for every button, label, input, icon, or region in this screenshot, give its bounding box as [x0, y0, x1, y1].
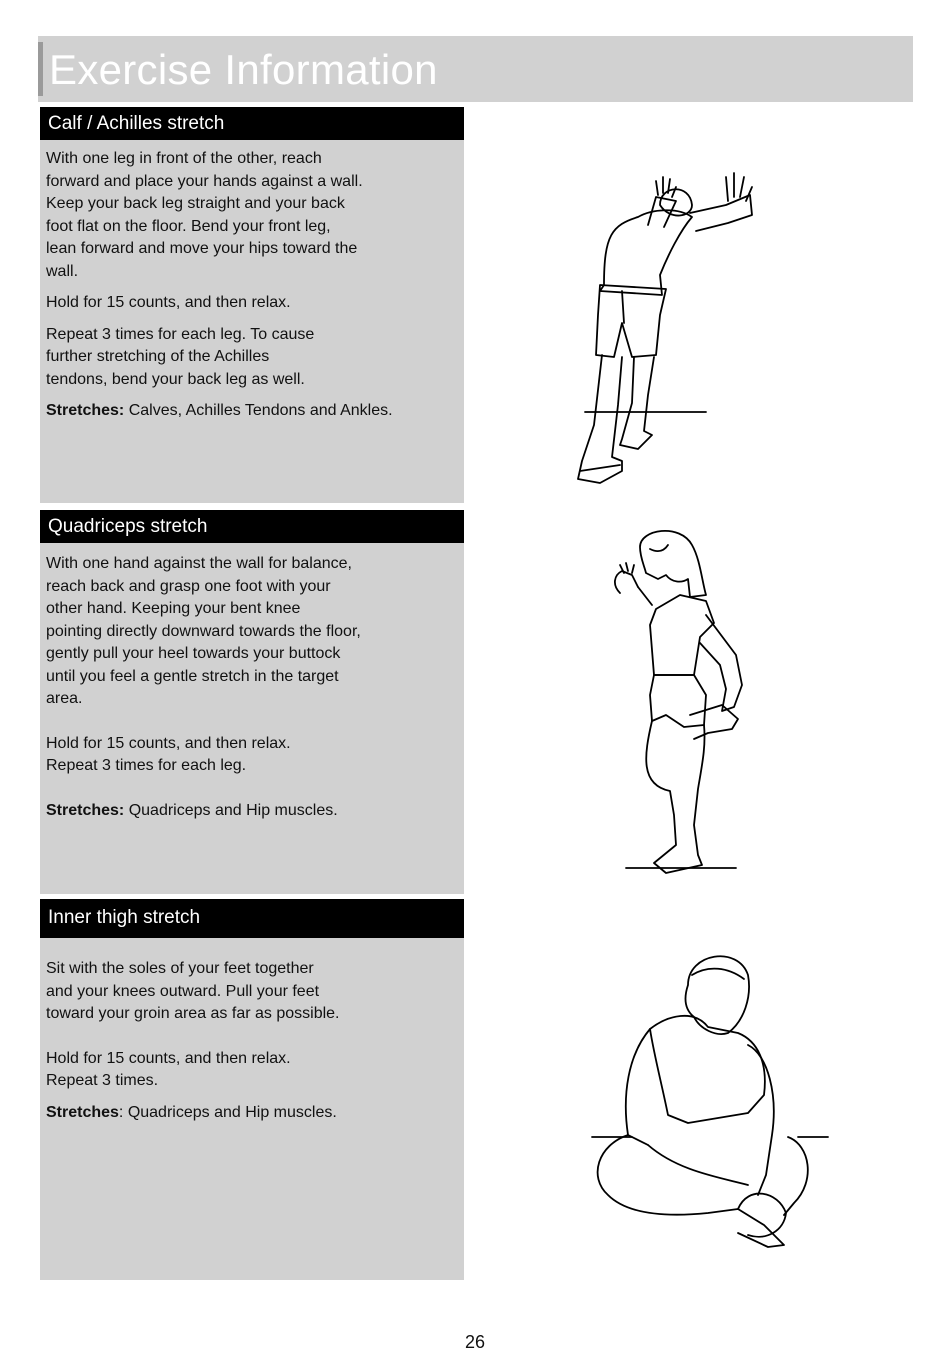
section-title: Quadriceps stretch	[40, 510, 464, 543]
section-body	[40, 938, 464, 1124]
stretches-text: Calves, Achilles Tendons and Ankles.	[124, 402, 393, 419]
section-title: Calf / Achilles stretch	[40, 107, 464, 140]
stretches-text: Quadriceps and Hip muscles.	[124, 801, 338, 819]
page-title: Exercise Information	[49, 46, 438, 93]
instruction-paragraph: Sit with the soles of your feet together and your knees outward. Pull your feet toward your groin area as far as possible.	[46, 960, 340, 1022]
section-title: Inner thigh stretch	[40, 899, 464, 938]
stretches-line	[46, 1102, 454, 1125]
instruction-paragraph: Repeat 3 times for each leg. To cause further stretching of the Achilles tendons, bend your back leg as well.	[46, 325, 315, 388]
page-number: 26	[464, 1332, 486, 1352]
instruction-paragraph: Hold for 15 counts, and then relax. Repeat 3 times.	[46, 1049, 291, 1089]
stretches-line	[46, 400, 454, 423]
instruction-paragraph: With one hand against the wall for balance, reach back and grasp one foot with your other hand. Keeping your bent knee pointing directly downward towards the floor, gently pull your heel towards your buttock until you feel a gentle stretch in the target area.	[46, 555, 361, 707]
calf-stretch-illustration-icon	[560, 165, 780, 495]
header-accent	[38, 42, 43, 96]
page-header	[38, 36, 913, 102]
section-inner-thigh	[40, 899, 464, 1280]
stretches-label: Stretches:	[46, 402, 125, 419]
section-quadriceps	[40, 510, 464, 894]
stretches-line	[46, 800, 454, 823]
section-body	[40, 140, 464, 423]
section-calf-achilles	[40, 107, 464, 503]
quadriceps-stretch-illustration-icon	[610, 525, 750, 885]
section-body	[40, 543, 464, 822]
stretches-label: Stretches:	[46, 801, 125, 819]
instruction-paragraph: Hold for 15 counts, and then relax.	[46, 294, 291, 311]
stretches-text: : Quadriceps and Hip muscles.	[118, 1103, 337, 1121]
inner-thigh-stretch-illustration-icon	[588, 945, 833, 1255]
instruction-paragraph: With one leg in front of the other, reach forward and place your hands against a wall. Keep your back leg straight and your back foot flat on the floor. Bend your front leg, lean forward and move your hips toward the wall.	[46, 150, 363, 280]
stretches-label: Stretches	[46, 1103, 119, 1121]
instruction-paragraph: Hold for 15 counts, and then relax. Repeat 3 times for each leg.	[46, 734, 291, 774]
